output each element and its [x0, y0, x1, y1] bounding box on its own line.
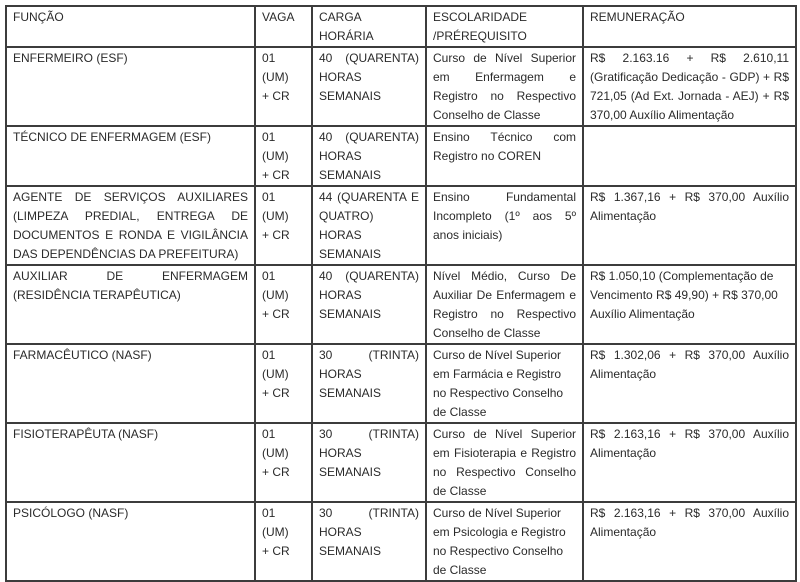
vaga-number: 01: [262, 190, 276, 204]
table-row: [6, 186, 796, 265]
header-vaga-label: VAGA: [262, 10, 295, 24]
cell-funcao: AUXILIAR DE ENFERMAGEM (RESIDÊNCIA TERAPÊUTICA): [6, 265, 255, 344]
cell-remuneracao: R$ 1.050,10 (Complementação de Vencimento R$ 49,90) + R$ 370,00 Auxílio Alimentação: [583, 265, 796, 344]
cell-funcao: PSICÓLOGO (NASF): [6, 502, 255, 581]
cell-funcao: TÉCNICO DE ENFERMAGEM (ESF): [6, 126, 255, 186]
cell-remuneracao: R$ 2.163,16 + R$ 370,00 Auxílio Alimentação: [583, 423, 796, 502]
vaga-words: (UM): [262, 525, 289, 539]
vaga-number: 01: [262, 506, 276, 520]
vaga-cr: + CR: [262, 89, 290, 103]
vaga-words: (UM): [262, 446, 289, 460]
cell-funcao: FARMACÊUTICO (NASF): [6, 344, 255, 423]
table-row: [6, 344, 796, 423]
table-row: [6, 423, 796, 502]
vaga-cr: + CR: [262, 307, 290, 321]
cell-vaga: [255, 423, 312, 502]
cell-vaga: [255, 502, 312, 581]
header-funcao: [6, 6, 255, 47]
header-funcao-label: FUNÇÃO: [13, 10, 64, 24]
cell-escolaridade: Curso de Nível Superior em Fisioterapia e Registro no Respectivo Conselho de Classe: [426, 423, 583, 502]
cell-carga: 30 (TRINTA) HORAS SEMANAIS: [312, 502, 426, 581]
cell-carga: 30 (TRINTA) HORAS SEMANAIS: [312, 344, 426, 423]
vaga-words: (UM): [262, 149, 289, 163]
vaga-cr: + CR: [262, 465, 290, 479]
cell-carga: 40 (QUARENTA) HORAS SEMANAIS: [312, 126, 426, 186]
cell-funcao: FISIOTERAPÊUTA (NASF): [6, 423, 255, 502]
header-remuneracao: [583, 6, 796, 47]
vaga-words: (UM): [262, 288, 289, 302]
cell-vaga: [255, 186, 312, 265]
vaga-words: (UM): [262, 70, 289, 84]
header-escolaridade-line2: /PRÉREQUISITO: [433, 29, 527, 43]
vaga-number: 01: [262, 130, 276, 144]
vaga-words: (UM): [262, 209, 289, 223]
table-row: [6, 502, 796, 581]
vaga-number: 01: [262, 269, 276, 283]
cell-remuneracao: R$ 1.367,16 + R$ 370,00 Auxílio Alimentação: [583, 186, 796, 265]
vaga-cr: + CR: [262, 544, 290, 558]
cell-carga: 44 (QUARENTA E QUATRO) HORAS SEMANAIS: [312, 186, 426, 265]
cell-carga: 40 (QUARENTA) HORAS SEMANAIS: [312, 47, 426, 126]
vaga-number: 01: [262, 51, 276, 65]
cell-vaga: [255, 265, 312, 344]
cell-escolaridade: Nível Médio, Curso De Auxiliar De Enfermagem e Registro no Respectivo Conselho de Classe: [426, 265, 583, 344]
cell-carga: 30 (TRINTA) HORAS SEMANAIS: [312, 423, 426, 502]
cell-escolaridade: Curso de Nível Superior em Farmácia e Registro no Respectivo Conselho de Classe: [426, 344, 583, 423]
header-carga: [312, 6, 426, 47]
cell-escolaridade: Curso de Nível Superior em Enfermagem e Registro no Respectivo Conselho de Classe: [426, 47, 583, 126]
cell-remuneracao: R$ 2.163,16 + R$ 370,00 Auxílio Alimentação: [583, 502, 796, 581]
vaga-cr: + CR: [262, 228, 290, 242]
header-remuneracao-label: REMUNERAÇÃO: [590, 10, 685, 24]
cell-remuneracao: R$ 2.163.16 + R$ 2.610,11 (Gratificação Dedicação - GDP) + R$ 721,05 (Ad Ext. Jornada - AEJ) + R$ 370,00 Auxílio Alimentação: [583, 47, 796, 126]
positions-table: [5, 5, 797, 582]
cell-funcao: AGENTE DE SERVIÇOS AUXILIARES (LIMPEZA PREDIAL, ENTREGA DE DOCUMENTOS E RONDA E VIGILÂNCIA DAS DEPENDÊNCIAS DA PREFEITURA): [6, 186, 255, 265]
vaga-number: 01: [262, 427, 276, 441]
header-vaga: [255, 6, 312, 47]
cell-escolaridade: Ensino Técnico com Registro no COREN: [426, 126, 583, 186]
header-carga-line2: HORÁRIA: [319, 29, 374, 43]
vaga-number: 01: [262, 348, 276, 362]
cell-vaga: [255, 344, 312, 423]
cell-escolaridade: Curso de Nível Superior em Psicologia e Registro no Respectivo Conselho de Classe: [426, 502, 583, 581]
vaga-cr: + CR: [262, 168, 290, 182]
vaga-words: (UM): [262, 367, 289, 381]
vaga-cr: + CR: [262, 386, 290, 400]
header-escolaridade: [426, 6, 583, 47]
table-row: [6, 47, 796, 126]
table-row: [6, 265, 796, 344]
cell-remuneracao: [583, 126, 796, 186]
cell-vaga: [255, 126, 312, 186]
header-row: [6, 6, 796, 47]
cell-remuneracao: R$ 1.302,06 + R$ 370,00 Auxílio Alimentação: [583, 344, 796, 423]
cell-vaga: [255, 47, 312, 126]
cell-carga: 40 (QUARENTA) HORAS SEMANAIS: [312, 265, 426, 344]
header-escolaridade-line1: ESCOLARIDADE: [433, 10, 528, 24]
cell-escolaridade: Ensino Fundamental Incompleto (1º aos 5º anos iniciais): [426, 186, 583, 265]
cell-funcao: ENFERMEIRO (ESF): [6, 47, 255, 126]
header-carga-line1: CARGA: [319, 10, 362, 24]
table-row: [6, 126, 796, 186]
